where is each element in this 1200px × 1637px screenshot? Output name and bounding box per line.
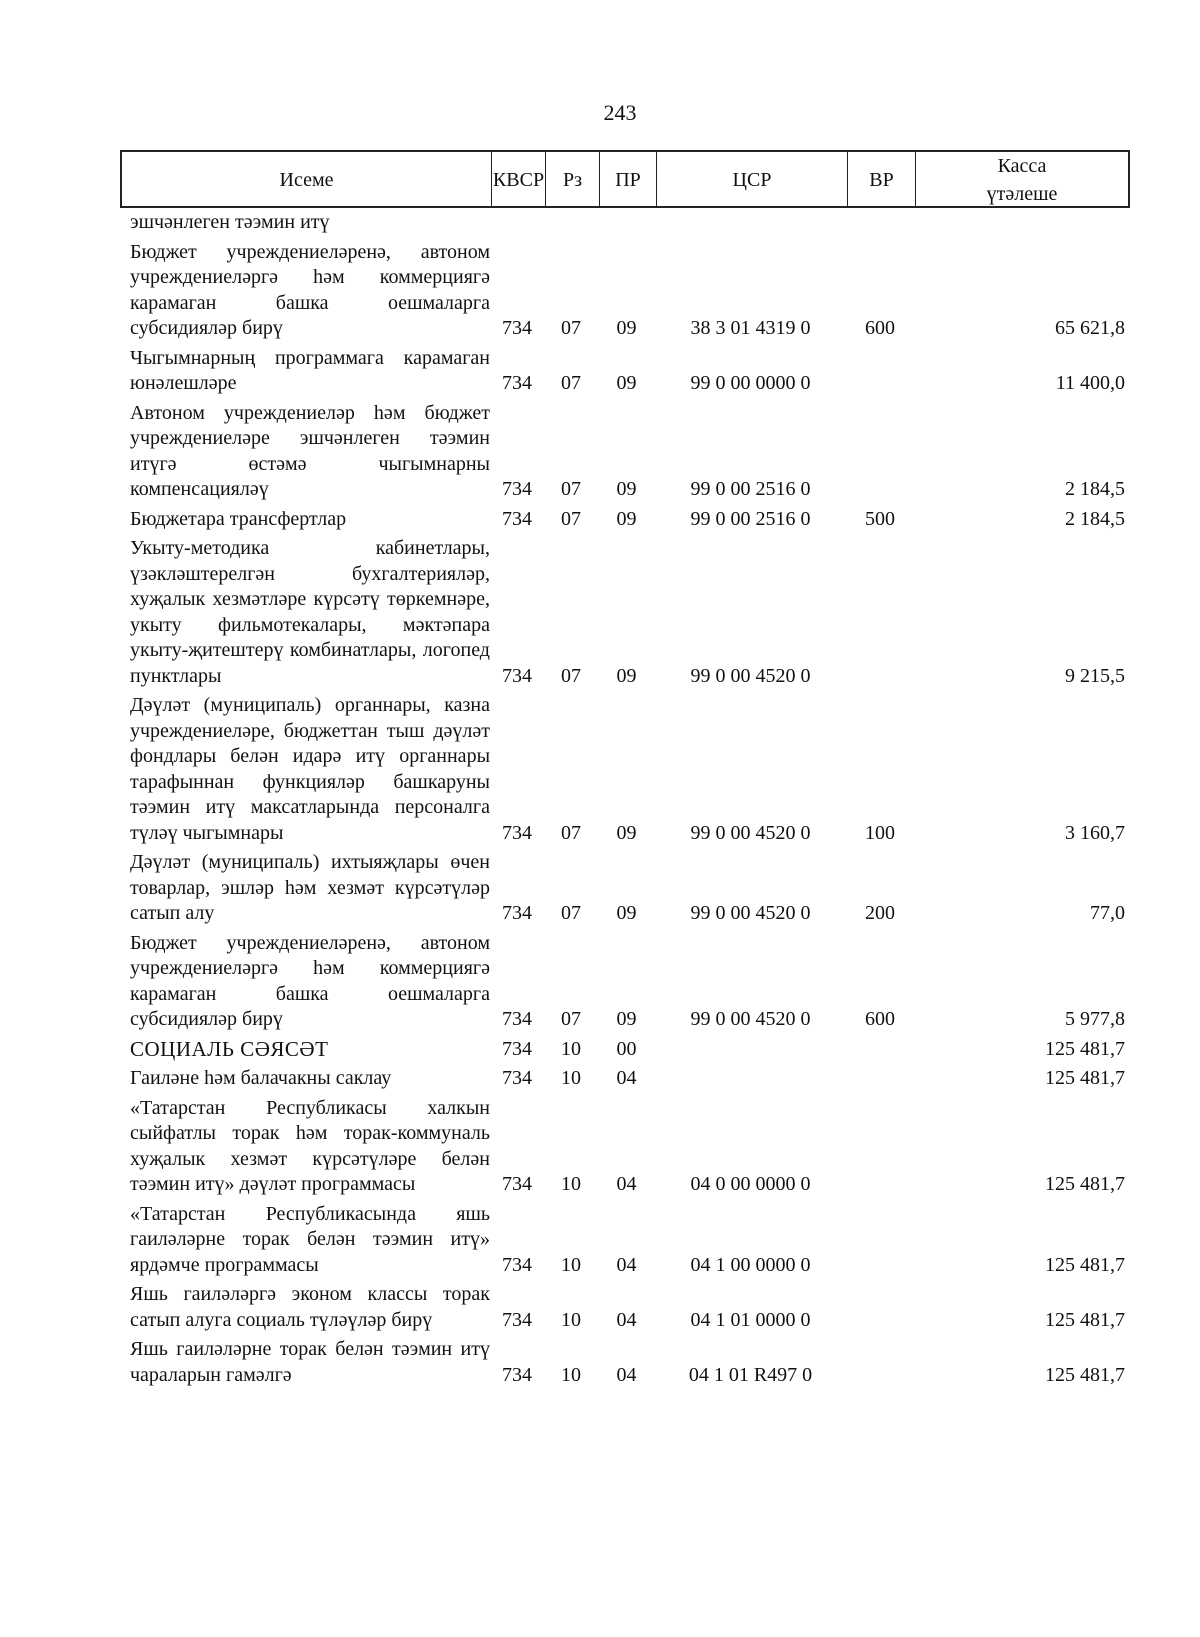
cell-sum: 3 160,7 [1065, 821, 1125, 844]
table-row [130, 1096, 1125, 1198]
cell-rz: 07 [561, 478, 581, 500]
cell-sum: 125 481,7 [1045, 1253, 1125, 1276]
cell-rz: 07 [561, 821, 581, 844]
cell-pr: 09 [616, 664, 637, 687]
cell-kvsr: 734 [502, 1253, 532, 1276]
cell-kvsr: 734 [502, 1008, 532, 1030]
cell-name: Яшь гаиләләргә эконом классы торак сатып алуга социаль түләүләр бирү [130, 1283, 490, 1331]
cell-kvsr: 734 [502, 372, 532, 394]
table-row [130, 850, 1125, 927]
cell-csr: 38 3 01 4319 0 [690, 317, 811, 339]
cell-rz [544, 210, 598, 236]
cell-pr [598, 210, 655, 236]
cell-sum: 125 481,7 [1045, 1037, 1125, 1060]
header-rz: Рз [546, 152, 600, 208]
cell-sum [914, 210, 1125, 236]
cell-sum: 125 481,7 [1045, 1308, 1125, 1331]
header-vr: ВР [848, 152, 916, 208]
cell-vr: 600 [865, 1008, 895, 1030]
cell-kvsr: 734 [502, 1037, 532, 1060]
cell-vr [846, 1037, 914, 1063]
cell-csr [655, 210, 846, 236]
cell-vr [846, 401, 914, 503]
cell-vr [846, 1066, 914, 1092]
cell-pr: 09 [616, 821, 637, 844]
table-row [130, 1037, 1125, 1063]
cell-vr: 200 [865, 902, 895, 924]
cell-kvsr: 734 [502, 902, 532, 924]
cell-pr: 04 [616, 1173, 637, 1195]
cell-csr [655, 1066, 846, 1092]
cell-name: Бюджетара трансфертлар [130, 507, 347, 530]
cell-name: Гаиләне һәм балачакны саклау [130, 1067, 392, 1089]
cell-vr [846, 1202, 914, 1279]
cell-pr: 09 [616, 317, 637, 339]
cell-rz: 10 [561, 1308, 581, 1331]
table-row [130, 536, 1125, 689]
cell-name: Укыту-методика кабинетлары, үзәкләштерелгән бухгалтерияләр, хуҗалык хезмәтләре күрсәтү төркемнәре, укыту фильмотекалары, мәктәпара укыту-җитештерү комбинатлары, логопед пунктлары [130, 537, 490, 687]
cell-sum: 2 184,5 [1065, 478, 1125, 500]
cell-kvsr: 734 [502, 317, 532, 339]
table-row [130, 346, 1125, 397]
cell-csr: 99 0 00 4520 0 [690, 664, 811, 687]
cell-csr: 99 0 00 2516 0 [690, 507, 811, 530]
cell-csr: 99 0 00 4520 0 [690, 902, 811, 924]
cell-pr: 04 [616, 1308, 637, 1331]
cell-pr: 09 [616, 507, 637, 530]
cell-pr: 04 [616, 1253, 637, 1276]
cell-sum: 11 400,0 [1055, 372, 1125, 394]
cell-sum: 65 621,8 [1055, 317, 1125, 339]
table-row [130, 1282, 1125, 1333]
table-row [130, 401, 1125, 503]
cell-rz: 10 [561, 1253, 581, 1276]
cell-sum: 125 481,7 [1045, 1067, 1125, 1089]
cell-name: Дәүләт (муниципаль) ихтыяҗлары өчен товарлар, эшләр һәм хезмәт күрсәтүләр сатып алу [130, 851, 490, 924]
table-row [130, 240, 1125, 342]
cell-rz: 07 [561, 507, 581, 530]
cell-name: СОЦИАЛЬ СӘЯСӘТ [130, 1036, 329, 1061]
cell-csr: 99 0 00 4520 0 [690, 1008, 811, 1030]
cell-csr: 04 0 00 0000 0 [690, 1173, 811, 1195]
cell-vr [846, 536, 914, 689]
page-number: 243 [603, 100, 637, 125]
cell-vr [846, 1337, 914, 1388]
cell-name: Автоном учреждениеләр һәм бюджет учреждениеләре эшчәнлеген тәэмин итүгә өстәмә чыгымнарны компенсацияләү [130, 401, 490, 500]
cell-name: Яшь гаиләләрне торак белән тәэмин итү чараларын гамәлгә [130, 1338, 490, 1386]
cell-rz: 10 [561, 1173, 581, 1195]
cell-kvsr: 734 [502, 664, 532, 687]
cell-vr [846, 1096, 914, 1198]
cell-csr [655, 1037, 846, 1063]
cell-pr: 09 [616, 902, 637, 924]
cell-name: Дәүләт (муниципаль) органнары, казна учреждениеләре, бюджеттан тыш дәүләт фондлары белән идарә итү органнары тарафыннан функцияләр башкаруны тәэмин итү максатларында персоналга түләү чыгымнары [130, 694, 490, 844]
cell-vr [846, 346, 914, 397]
header-kassa: Касса үтәлеше [986, 155, 1058, 205]
cell-name: Бюджет учреждениеләренә, автоном учреждениеләргә һәм коммерциягә карамаган башка оешмаларга субсидияләр бирү [130, 931, 490, 1030]
cell-kvsr: 734 [502, 1067, 532, 1089]
cell-csr: 04 1 00 0000 0 [690, 1253, 811, 1276]
cell-pr: 04 [616, 1067, 637, 1089]
header-csr: ЦСР [657, 152, 848, 208]
table-row [130, 210, 1125, 236]
cell-csr: 99 0 00 2516 0 [690, 478, 811, 500]
cell-rz: 10 [561, 1363, 581, 1386]
cell-name: Чыгымнарның программага карамаган юнәлешләре [130, 346, 490, 394]
cell-rz: 10 [561, 1037, 581, 1060]
cell-name: Бюджет учреждениеләренә, автоном учреждениеләргә һәм коммерциягә карамаган башка оешмаларга субсидияләр бирү [130, 240, 490, 339]
cell-vr [846, 210, 914, 236]
cell-csr: 99 0 00 0000 0 [690, 372, 811, 394]
cell-rz: 10 [561, 1067, 581, 1089]
cell-vr: 500 [865, 507, 895, 530]
cell-name: «Татарстан Республикасы халкын сыйфатлы торак һәм торак-коммуналь хуҗалык хезмәт күрсәтүләре белән тәэмин итү» дәүләт программасы [130, 1096, 490, 1195]
table-row [130, 1066, 1125, 1092]
cell-kvsr [490, 210, 544, 236]
cell-sum: 125 481,7 [1045, 1363, 1125, 1386]
cell-pr: 09 [616, 1008, 637, 1030]
cell-kvsr: 734 [502, 478, 532, 500]
cell-rz: 07 [561, 317, 581, 339]
cell-sum: 9 215,5 [1065, 664, 1125, 687]
table-body [130, 210, 1125, 1392]
cell-vr: 600 [865, 317, 895, 339]
cell-pr: 09 [616, 478, 637, 500]
cell-vr [846, 1282, 914, 1333]
cell-rz: 07 [561, 902, 581, 924]
cell-kvsr: 734 [502, 1173, 532, 1195]
header-kvsr: КВСР [492, 152, 546, 208]
cell-csr: 04 1 01 R497 0 [688, 1363, 813, 1386]
cell-pr: 09 [616, 372, 637, 394]
cell-kvsr: 734 [502, 1308, 532, 1331]
cell-sum: 5 977,8 [1065, 1008, 1125, 1030]
cell-csr: 99 0 00 4520 0 [690, 821, 811, 844]
header-name: Исеме [122, 152, 492, 208]
header-pr: ПР [600, 152, 657, 208]
cell-vr: 100 [865, 821, 895, 844]
table-row [130, 507, 1125, 533]
cell-kvsr: 734 [502, 507, 532, 530]
cell-rz: 07 [561, 1008, 581, 1030]
table-row [130, 1337, 1125, 1388]
cell-sum: 77,0 [1090, 902, 1125, 924]
cell-rz: 07 [561, 372, 581, 394]
cell-sum: 2 184,5 [1065, 507, 1125, 530]
table-header [120, 150, 1130, 208]
cell-rz: 07 [561, 664, 581, 687]
cell-csr: 04 1 01 0000 0 [690, 1308, 811, 1331]
table-row [130, 931, 1125, 1033]
cell-kvsr: 734 [502, 821, 532, 844]
table-row [130, 693, 1125, 846]
cell-sum: 125 481,7 [1045, 1173, 1125, 1195]
cell-name: эшчәнлеген тәэмин итү [130, 211, 330, 233]
table-row [130, 1202, 1125, 1279]
cell-pr: 00 [616, 1037, 637, 1060]
cell-pr: 04 [616, 1363, 637, 1386]
cell-kvsr: 734 [502, 1363, 532, 1386]
cell-name: «Татарстан Республикасында яшь гаиләләрне торак белән тәэмин итү» ярдәмче программасы [130, 1202, 490, 1276]
